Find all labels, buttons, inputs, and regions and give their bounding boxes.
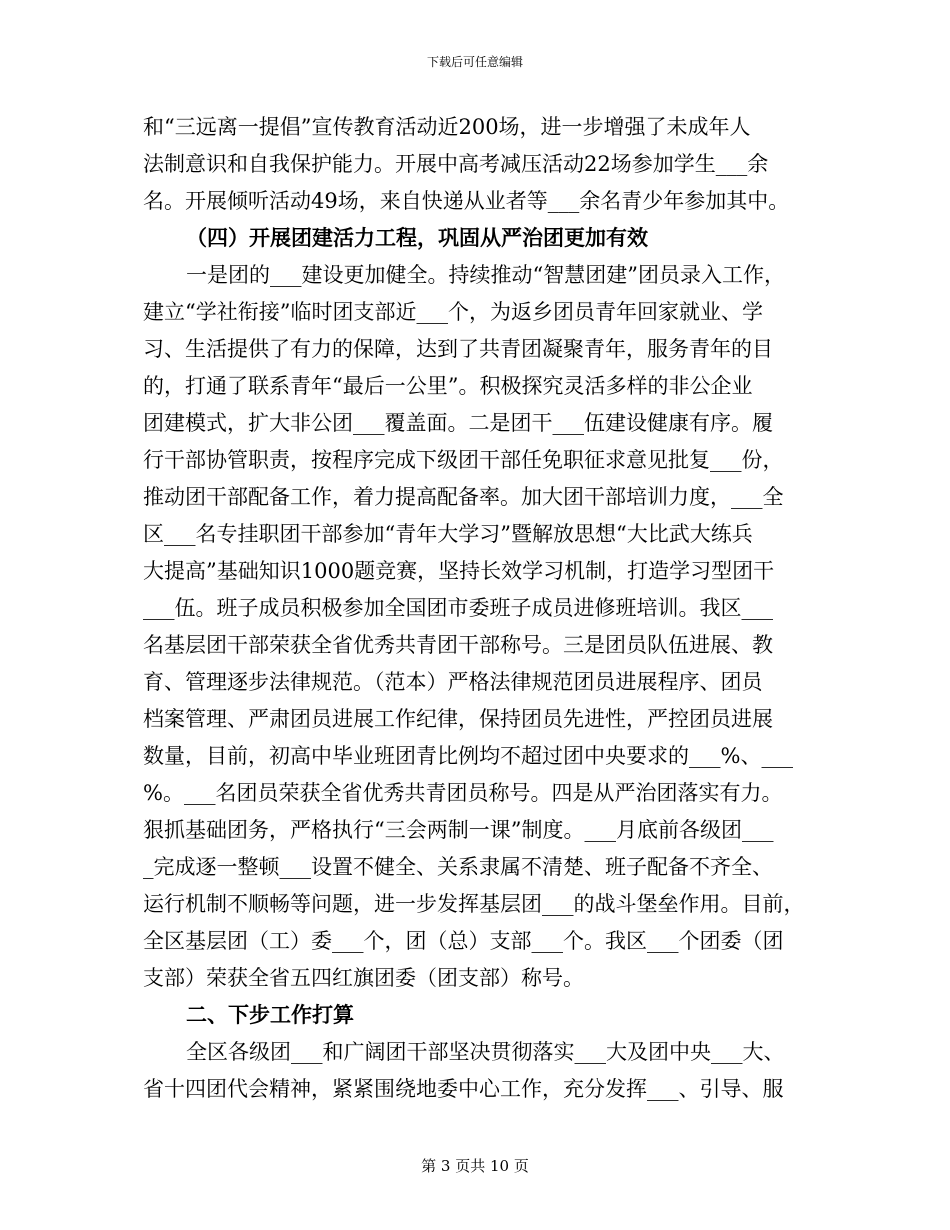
body-line: 和“三远离一提倡”宣传教育活动近200场，进一步增强了未成年人 — [143, 115, 751, 139]
body-line: 区___名专挂职团干部参加“青年大学习”暨解放思想“大比武大练兵 — [143, 522, 753, 546]
body-line: ___伍。班子成员积极参加全国团市委班子成员进修班培训。我区___ — [143, 596, 773, 620]
body-line: 育、管理逐步法律规范。（范本）严格法律规范团员进展程序、团员 — [143, 670, 763, 694]
body-line: 档案管理、严肃团员进展工作纪律，保持团员先进性，严控团员进展 — [143, 707, 773, 731]
page-header: 下载后可任意编辑 — [426, 55, 523, 69]
body-line: 全区基层团（工）委___个，团（总）支部___个。我区___个团委（团 — [143, 929, 784, 953]
body-line: 团建模式，扩大非公团___覆盖面。二是团干___伍建设健康有序。履 — [143, 411, 773, 435]
body-line: 数量，目前，初高中毕业班团青比例均不超过团中央要求的___%、___ — [143, 744, 793, 768]
body-line: 大提高”基础知识1000题竞赛，坚持长效学习机制，打造学习型团干 — [143, 559, 775, 583]
body-line: 省十四团代会精神，紧紧围绕地委中心工作，充分发挥___、引导、服 — [143, 1077, 784, 1101]
body-line: 支部）荣获全省五四红旗团委（团支部）称号。 — [143, 966, 584, 990]
page-footer: 第 3 页共 10 页 — [421, 1157, 529, 1175]
body-line: 名基层团干部荣获全省优秀共青团干部称号。三是团员队伍进展、教 — [143, 633, 773, 657]
body-line: 行干部协管职责，按程序完成下级团干部任免职征求意见批复___份， — [143, 448, 784, 472]
body-line: 习、生活提供了有力的保障，达到了共青团凝聚青年，服务青年的目 — [143, 337, 773, 361]
body-line: 一是团的___建设更加健全。持续推动“智慧团建”团员录入工作， — [186, 263, 785, 287]
body-line: 推动团干部配备工作，着力提高配备率。加大团干部培训力度，___全 — [143, 485, 784, 509]
body-line: 法制意识和自我保护能力。开展中高考减压活动22场参加学生___余 — [143, 152, 769, 176]
body-line: 的，打通了联系青年“最后一公里”。积极探究灵活多样的非公企业 — [143, 374, 753, 398]
body-line: 建立“学社衔接”临时团支部近___个，为返乡团员青年回家就业、学 — [143, 300, 763, 324]
body-line: 名。开展倾听活动49场，来自快递从业者等___余名青少年参加其中。 — [143, 189, 790, 213]
body-line: 运行机制不顺畅等问题，进一步发挥基层团___的战斗堡垒作用。目前， — [143, 892, 805, 916]
body-line: 全区各级团___和广阔团干部坚决贯彻落实___大及团中央___大、 — [186, 1040, 785, 1064]
section-heading: （四）开展团建活力工程，巩固从严治团更加有效 — [186, 225, 648, 250]
body-line: _完成逐一整顿___设置不健全、关系隶属不清楚、班子配备不齐全、 — [143, 855, 773, 879]
body-line: 狠抓基础团务，严格执行“三会两制一课”制度。___月底前各级团___ — [143, 818, 774, 842]
body-line: %。___名团员荣获全省优秀共青团员称号。四是从严治团落实有力。 — [143, 781, 783, 805]
section-heading: 二、下步工作打算 — [186, 1002, 354, 1027]
